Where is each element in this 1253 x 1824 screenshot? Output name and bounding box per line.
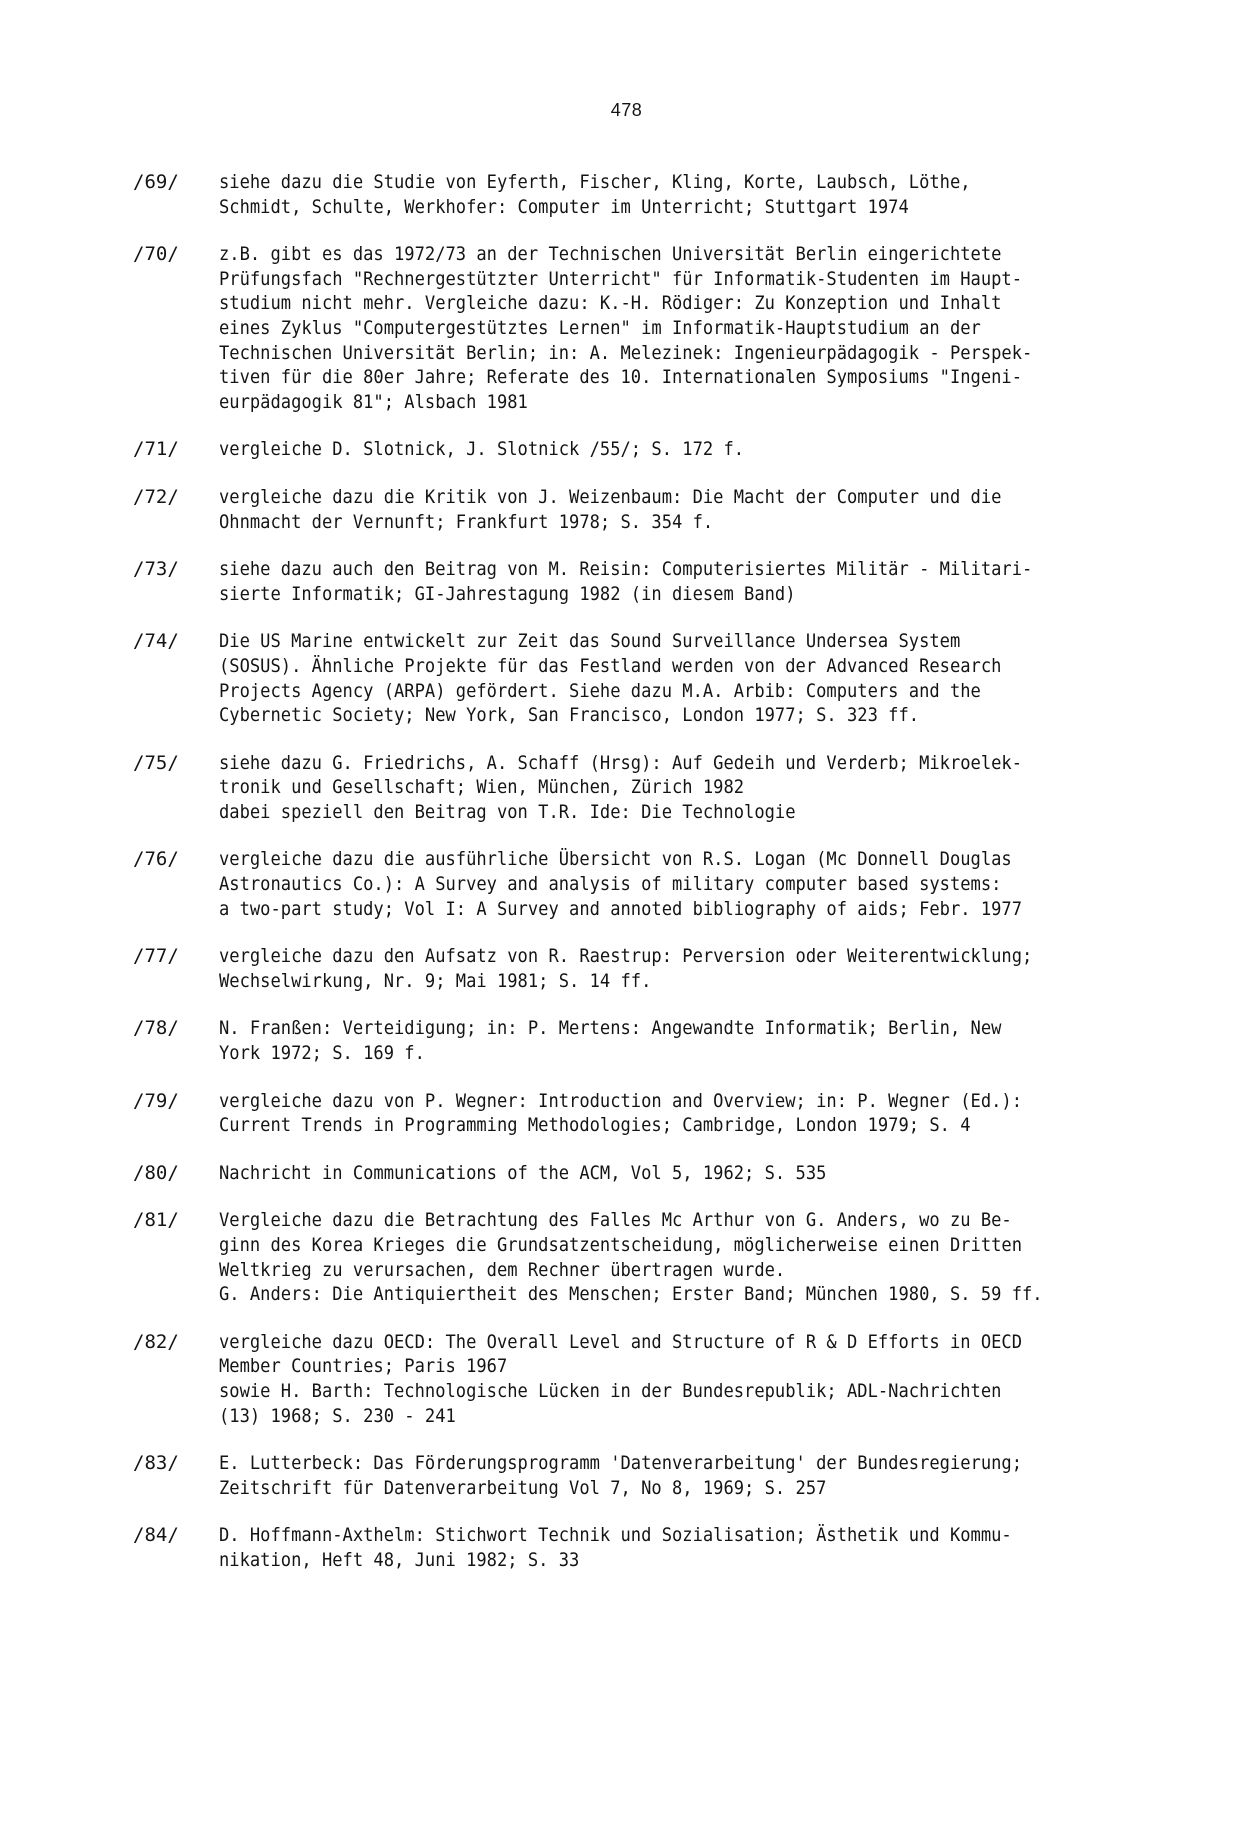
- footnote-line: Member Countries; Paris 1967: [219, 1355, 508, 1378]
- footnote-line: G. Anders: Die Antiquiertheit des Menschen; Erster Band; München 1980, S. 59 ff.: [219, 1283, 1043, 1306]
- footnote-line: sierte Informatik; GI-Jahrestagung 1982 (in diesem Band): [219, 582, 796, 605]
- footnote-line: vergleiche dazu die Kritik von J. Weizenbaum: Die Macht der Computer und die: [219, 485, 1002, 508]
- footnote-line: z.B. gibt es das 1972/73 an der Technischen Universität Berlin eingerichtete: [219, 243, 1002, 266]
- footnote-line: N. Franßen: Verteidigung; in: P. Mertens: Angewandte Informatik; Berlin, New: [219, 1017, 1002, 1040]
- footnote-line: studium nicht mehr. Vergleiche dazu: K.-H. Rödiger: Zu Konzeption und Inhalt: [219, 292, 1002, 315]
- footnote-number: /74/: [133, 630, 179, 653]
- footnote-number: /76/: [133, 848, 179, 871]
- footnote-line: tronik und Gesellschaft; Wien, München, Zürich 1982: [219, 776, 745, 799]
- footnote-item: [133, 847, 1183, 921]
- footnote-line: Projects Agency (ARPA) gefördert. Siehe dazu M.A. Arbib: Computers and the: [219, 679, 981, 702]
- footnote-number: /81/: [133, 1209, 179, 1232]
- footnote-number: /79/: [133, 1089, 179, 1112]
- footnote-line: vergleiche D. Slotnick, J. Slotnick /55/; S. 172 f.: [219, 438, 745, 461]
- footnote-line: D. Hoffmann-Axthelm: Stichwort Technik und Sozialisation; Ästhetik und Kommu-: [219, 1524, 1012, 1547]
- footnote-text: [219, 1016, 1183, 1065]
- footnote-item: [133, 437, 1183, 462]
- footnote-number: /72/: [133, 485, 179, 508]
- footnote-item: [133, 751, 1183, 825]
- footnote-number: /80/: [133, 1161, 179, 1184]
- footnote-line: Weltkrieg zu verursachen, dem Rechner übertragen wurde.: [219, 1258, 786, 1281]
- footnote-line: Prüfungsfach "Rechnergestützter Unterricht" für Informatik-Studenten im Haupt-: [219, 267, 1023, 290]
- footnote-text: [219, 1208, 1183, 1306]
- footnote-text: [219, 944, 1183, 993]
- footnote-item: [133, 1208, 1183, 1306]
- footnote-text: [219, 1523, 1183, 1572]
- footnote-number: /84/: [133, 1524, 179, 1547]
- footnote-line: sowie H. Barth: Technologische Lücken in der Bundesrepublik; ADL-Nachrichten: [219, 1379, 1002, 1402]
- footnote-item: [133, 944, 1183, 993]
- footnote-text: [219, 629, 1183, 727]
- footnote-line: vergleiche dazu die ausführliche Übersicht von R.S. Logan (Mc Donnell Douglas: [219, 848, 1012, 871]
- footnote-number: /75/: [133, 751, 179, 774]
- footnote-number: /70/: [133, 243, 179, 266]
- footnote-line: a two-part study; Vol I: A Survey and annoted bibliography of aids; Febr. 1977: [219, 897, 1023, 920]
- footnote-text: [219, 847, 1183, 921]
- page-number: 478: [610, 100, 643, 120]
- footnote-item: [133, 1523, 1183, 1572]
- footnote-number: /83/: [133, 1452, 179, 1475]
- footnote-list: [133, 170, 1183, 1596]
- footnote-number: /73/: [133, 558, 179, 581]
- footnote-line: Zeitschrift für Datenverarbeitung Vol 7, No 8, 1969; S. 257: [219, 1476, 827, 1499]
- footnote-line: Current Trends in Programming Methodologies; Cambridge, London 1979; S. 4: [219, 1114, 971, 1137]
- footnote-line: eurpädagogik 81"; Alsbach 1981: [219, 390, 528, 413]
- footnote-line: Vergleiche dazu die Betrachtung des Falles Mc Arthur von G. Anders, wo zu Be-: [219, 1209, 1012, 1232]
- footnote-line: ginn des Korea Krieges die Grundsatzentscheidung, möglicherweise einen Dritten: [219, 1234, 1023, 1256]
- footnote-line: Die US Marine entwickelt zur Zeit das Sound Surveillance Undersea System: [219, 630, 961, 653]
- footnote-line: siehe dazu auch den Beitrag von M. Reisin: Computerisiertes Militär - Militari-: [219, 558, 1033, 581]
- footnote-item: [133, 1451, 1183, 1500]
- footnote-item: [133, 170, 1183, 219]
- footnote-line: vergleiche dazu von P. Wegner: Introduction and Overview; in: P. Wegner (Ed.):: [219, 1089, 1023, 1112]
- footnote-line: York 1972; S. 169 f.: [219, 1042, 425, 1065]
- footnote-text: [219, 485, 1183, 534]
- footnote-line: Wechselwirkung, Nr. 9; Mai 1981; S. 14 ff.: [219, 969, 652, 992]
- footnote-item: [133, 1089, 1183, 1138]
- footnote-line: vergleiche dazu OECD: The Overall Level and Structure of R & D Efforts in OECD: [219, 1330, 1023, 1353]
- footnote-number: /69/: [133, 171, 179, 193]
- footnote-item: [133, 1016, 1183, 1065]
- footnote-text: [219, 437, 1183, 462]
- footnote-line: siehe dazu G. Friedrichs, A. Schaff (Hrsg): Auf Gedeih und Verderb; Mikroelek-: [219, 751, 1023, 774]
- footnote-text: [219, 1161, 1183, 1186]
- footnote-text: [219, 1451, 1183, 1500]
- footnote-line: (SOSUS). Ähnliche Projekte für das Festland werden von der Advanced Research: [219, 654, 1002, 677]
- footnote-line: eines Zyklus "Computergestütztes Lernen" im Informatik-Hauptstudium an der: [219, 316, 981, 339]
- footnote-number: /82/: [133, 1330, 179, 1353]
- footnote-item: [133, 485, 1183, 534]
- footnote-line: Technischen Universität Berlin; in: A. Melezinek: Ingenieurpädagogik - Perspek-: [219, 341, 1033, 364]
- footnote-item: [133, 1330, 1183, 1428]
- footnote-line: Cybernetic Society; New York, San Francisco, London 1977; S. 323 ff.: [219, 704, 920, 727]
- footnote-item: [133, 557, 1183, 606]
- footnote-item: [133, 629, 1183, 727]
- footnote-item: [133, 1161, 1183, 1186]
- footnote-line: Ohnmacht der Vernunft; Frankfurt 1978; S. 354 f.: [219, 510, 714, 533]
- footnote-text: [219, 1089, 1183, 1138]
- footnote-text: [219, 170, 1183, 219]
- footnote-line: (13) 1968; S. 230 - 241: [219, 1404, 456, 1427]
- footnote-text: [219, 557, 1183, 606]
- footnote-number: /78/: [133, 1017, 179, 1040]
- footnote-line: nikation, Heft 48, Juni 1982; S. 33: [219, 1548, 580, 1571]
- footnote-line: E. Lutterbeck: Das Förderungsprogramm 'Datenverarbeitung' der Bundesregierung;: [219, 1452, 1023, 1475]
- footnote-line: Astronautics Co.): A Survey and analysis of military computer based systems:: [219, 873, 1002, 896]
- footnote-line: Nachricht in Communications of the ACM, Vol 5, 1962; S. 535: [219, 1161, 827, 1184]
- footnote-line: siehe dazu die Studie von Eyferth, Fischer, Kling, Korte, Laubsch, Löthe,: [219, 171, 971, 193]
- footnote-line: vergleiche dazu den Aufsatz von R. Raestrup: Perversion oder Weiterentwicklung;: [219, 945, 1033, 968]
- footnote-text: [219, 242, 1183, 414]
- footnote-line: tiven für die 80er Jahre; Referate des 10. Internationalen Symposiums "Ingeni-: [219, 366, 1023, 389]
- footnote-line: dabei speziell den Beitrag von T.R. Ide: Die Technologie: [219, 800, 796, 823]
- footnote-text: [219, 751, 1183, 825]
- footnote-line: Schmidt, Schulte, Werkhofer: Computer im Unterricht; Stuttgart 1974: [219, 195, 909, 218]
- footnote-number: /77/: [133, 945, 179, 968]
- footnote-item: [133, 242, 1183, 414]
- footnote-text: [219, 1330, 1183, 1428]
- footnote-number: /71/: [133, 438, 179, 461]
